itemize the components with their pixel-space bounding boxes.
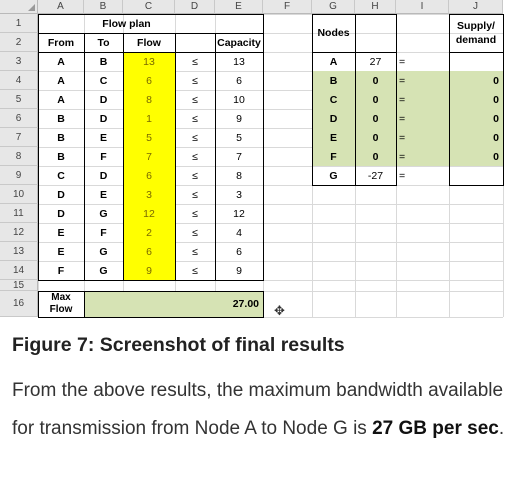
column-header-d[interactable]: D <box>175 0 215 14</box>
arc-to-cell[interactable]: E <box>99 131 107 144</box>
gridline <box>355 14 356 185</box>
move-cursor-icon: ✥ <box>274 303 285 318</box>
capacity-value-cell[interactable]: 9 <box>236 264 242 277</box>
arc-from-cell[interactable]: F <box>57 264 65 277</box>
results-paragraph <box>12 372 517 448</box>
row-header-7[interactable]: 7 <box>0 128 38 147</box>
header-from[interactable]: From <box>47 36 75 49</box>
paragraph-end: . <box>498 418 505 439</box>
node-name-cell[interactable]: B <box>312 71 355 90</box>
row-header-16[interactable]: 16 <box>0 291 38 317</box>
gridline <box>38 33 264 34</box>
equals-cell[interactable]: = <box>399 55 406 68</box>
row-header-13[interactable]: 13 <box>0 242 38 261</box>
column-header-e[interactable]: E <box>215 0 263 14</box>
less-equal-cell[interactable]: ≤ <box>192 226 198 239</box>
row-header-8[interactable]: 8 <box>0 147 38 166</box>
column-header-f[interactable]: F <box>263 0 312 14</box>
node-name-cell[interactable]: A <box>329 55 338 68</box>
less-equal-cell[interactable]: ≤ <box>192 245 198 258</box>
gridline <box>38 317 503 318</box>
less-equal-cell[interactable]: ≤ <box>192 131 198 144</box>
gridline <box>175 33 176 280</box>
arc-from-cell[interactable]: E <box>57 226 65 239</box>
capacity-value-cell[interactable]: 13 <box>233 55 245 68</box>
row-header-11[interactable]: 11 <box>0 204 38 223</box>
header-flow[interactable]: Flow <box>137 36 161 49</box>
flow-plan-title[interactable]: Flow plan <box>102 17 151 30</box>
capacity-value-cell[interactable]: 9 <box>236 112 242 125</box>
net-flow-cell[interactable]: 27 <box>369 55 382 68</box>
column-header-a[interactable]: A <box>38 0 84 14</box>
gridline <box>38 280 503 281</box>
flow-value-cell[interactable]: 2 <box>123 223 175 242</box>
row-header-5[interactable]: 5 <box>0 90 38 109</box>
less-equal-cell[interactable]: ≤ <box>192 93 198 106</box>
flow-value-cell[interactable]: 9 <box>123 261 175 280</box>
figure-caption: Figure 7: Screenshot of final results <box>12 334 345 356</box>
supply-demand-cell[interactable]: 0 <box>449 109 503 128</box>
header-supply-demand-line: demand <box>455 34 497 46</box>
gridline <box>449 52 504 53</box>
flow-value-cell[interactable]: 6 <box>123 242 175 261</box>
header-capacity[interactable]: Capacity <box>217 36 261 49</box>
supply-demand-cell[interactable]: 0 <box>449 147 503 166</box>
arc-to-cell[interactable]: E <box>99 188 107 201</box>
capacity-value-cell[interactable]: 8 <box>236 169 242 182</box>
equals-cell[interactable]: = <box>396 109 449 128</box>
less-equal-cell[interactable]: ≤ <box>192 150 198 163</box>
arc-to-cell[interactable]: D <box>99 93 108 106</box>
capacity-value-cell[interactable]: 6 <box>236 245 242 258</box>
capacity-value-cell[interactable]: 7 <box>236 150 242 163</box>
net-flow-cell[interactable]: -27 <box>367 169 384 182</box>
arc-to-cell[interactable]: F <box>100 226 107 239</box>
less-equal-cell[interactable]: ≤ <box>192 188 198 201</box>
flow-value-cell[interactable]: 5 <box>123 128 175 147</box>
row-header-4[interactable]: 4 <box>0 71 38 90</box>
row-header-6[interactable]: 6 <box>0 109 38 128</box>
equals-cell[interactable]: = <box>399 169 406 182</box>
arc-to-cell[interactable]: C <box>99 74 108 87</box>
equals-cell[interactable]: = <box>396 147 449 166</box>
max-flow-label-line: Flow <box>49 304 73 315</box>
max-flow-label-line: Max <box>51 292 71 303</box>
column-header-h[interactable]: H <box>355 0 396 14</box>
capacity-value-cell[interactable]: 6 <box>236 74 242 87</box>
flow-value-cell[interactable]: 6 <box>123 71 175 90</box>
arc-to-cell[interactable]: G <box>99 264 108 277</box>
less-equal-cell[interactable]: ≤ <box>192 169 198 182</box>
less-equal-cell[interactable]: ≤ <box>192 264 198 277</box>
node-name-cell[interactable]: C <box>312 90 355 109</box>
gridline <box>215 33 216 280</box>
paragraph-bold: 27 GB per sec <box>372 418 499 439</box>
capacity-value-cell[interactable]: 12 <box>233 207 245 220</box>
arc-from-cell[interactable]: B <box>57 112 65 125</box>
equals-cell[interactable]: = <box>396 90 449 109</box>
capacity-value-cell[interactable]: 3 <box>236 188 242 201</box>
row-header-1[interactable]: 1 <box>0 14 38 33</box>
gridline <box>123 33 124 280</box>
arc-to-cell[interactable]: B <box>99 55 108 68</box>
flow-value-cell[interactable]: 1 <box>123 109 175 128</box>
gridline <box>84 291 85 317</box>
header-corner[interactable] <box>0 0 38 14</box>
max-flow-label[interactable] <box>38 291 84 317</box>
supply-demand-cell[interactable]: 0 <box>449 90 503 109</box>
gridline <box>84 33 85 280</box>
header-supply-demand-line: Supply/ <box>457 20 495 32</box>
less-equal-cell[interactable]: ≤ <box>192 55 198 68</box>
less-equal-cell[interactable]: ≤ <box>192 74 198 87</box>
arc-to-cell[interactable]: D <box>99 169 108 182</box>
flow-value-cell[interactable]: 6 <box>123 166 175 185</box>
less-equal-cell[interactable]: ≤ <box>192 112 198 125</box>
arc-from-cell[interactable]: A <box>57 74 65 87</box>
arc-to-cell[interactable]: D <box>99 112 108 125</box>
arc-from-cell[interactable]: D <box>57 207 65 220</box>
header-nodes[interactable]: Nodes <box>317 27 350 39</box>
arc-to-cell[interactable]: F <box>100 150 107 163</box>
row-header-10[interactable]: 10 <box>0 185 38 204</box>
flow-value-cell[interactable]: 8 <box>123 90 175 109</box>
supply-demand-cell[interactable] <box>449 166 503 185</box>
node-name-cell[interactable]: F <box>312 147 355 166</box>
less-equal-cell[interactable]: ≤ <box>192 207 198 220</box>
supply-demand-cell[interactable] <box>449 52 503 71</box>
net-flow-cell[interactable]: 0 <box>355 71 396 90</box>
header-to[interactable]: To <box>97 36 110 49</box>
flow-value-cell[interactable]: 7 <box>123 147 175 166</box>
flow-value-cell[interactable]: 13 <box>123 52 175 71</box>
capacity-value-cell[interactable]: 10 <box>233 93 245 106</box>
equals-cell[interactable]: = <box>396 128 449 147</box>
node-name-cell[interactable]: E <box>312 128 355 147</box>
capacity-value-cell[interactable]: 4 <box>236 226 242 239</box>
gridline <box>503 14 504 317</box>
gridline <box>38 52 264 53</box>
row-header-12[interactable]: 12 <box>0 223 38 242</box>
header-supply-demand[interactable] <box>449 14 503 52</box>
max-flow-value-cell[interactable]: 27.00 <box>84 291 263 317</box>
flow-value-cell[interactable]: 3 <box>123 185 175 204</box>
net-flow-cell[interactable]: 0 <box>355 90 396 109</box>
column-header-c[interactable]: C <box>123 0 175 14</box>
net-flow-cell[interactable]: 0 <box>355 147 396 166</box>
node-name-cell[interactable]: D <box>312 109 355 128</box>
row-header-9[interactable]: 9 <box>0 166 38 185</box>
select-all-icon <box>28 4 35 11</box>
arc-to-cell[interactable]: G <box>99 245 108 258</box>
row-header-14[interactable]: 14 <box>0 261 38 280</box>
column-header-b[interactable]: B <box>84 0 123 14</box>
arc-to-cell[interactable]: G <box>99 207 108 220</box>
column-header-j[interactable]: J <box>449 0 503 14</box>
arc-from-cell[interactable]: B <box>57 150 65 163</box>
arc-from-cell[interactable]: B <box>57 131 65 144</box>
row-header-3[interactable]: 3 <box>0 52 38 71</box>
arc-from-cell[interactable]: C <box>57 169 65 182</box>
arc-from-cell[interactable]: A <box>57 93 65 106</box>
node-name-cell[interactable]: G <box>329 169 338 182</box>
net-flow-cell[interactable]: 0 <box>355 109 396 128</box>
supply-demand-cell[interactable]: 0 <box>449 71 503 90</box>
equals-cell[interactable]: = <box>396 71 449 90</box>
capacity-value-cell[interactable]: 5 <box>236 131 242 144</box>
arc-from-cell[interactable]: E <box>57 245 65 258</box>
arc-from-cell[interactable]: D <box>57 188 65 201</box>
row-header-2[interactable]: 2 <box>0 33 38 52</box>
supply-demand-cell[interactable]: 0 <box>449 128 503 147</box>
net-flow-cell[interactable]: 0 <box>355 128 396 147</box>
column-header-i[interactable]: I <box>396 0 449 14</box>
arc-from-cell[interactable]: A <box>57 55 65 68</box>
flow-value-cell[interactable]: 12 <box>123 204 175 223</box>
column-header-g[interactable]: G <box>312 0 355 14</box>
paragraph-text: From the above results, the maximum bandwidth available for transmission from Node A to Node G is <box>12 380 504 439</box>
row-header-15[interactable]: 15 <box>0 280 38 291</box>
